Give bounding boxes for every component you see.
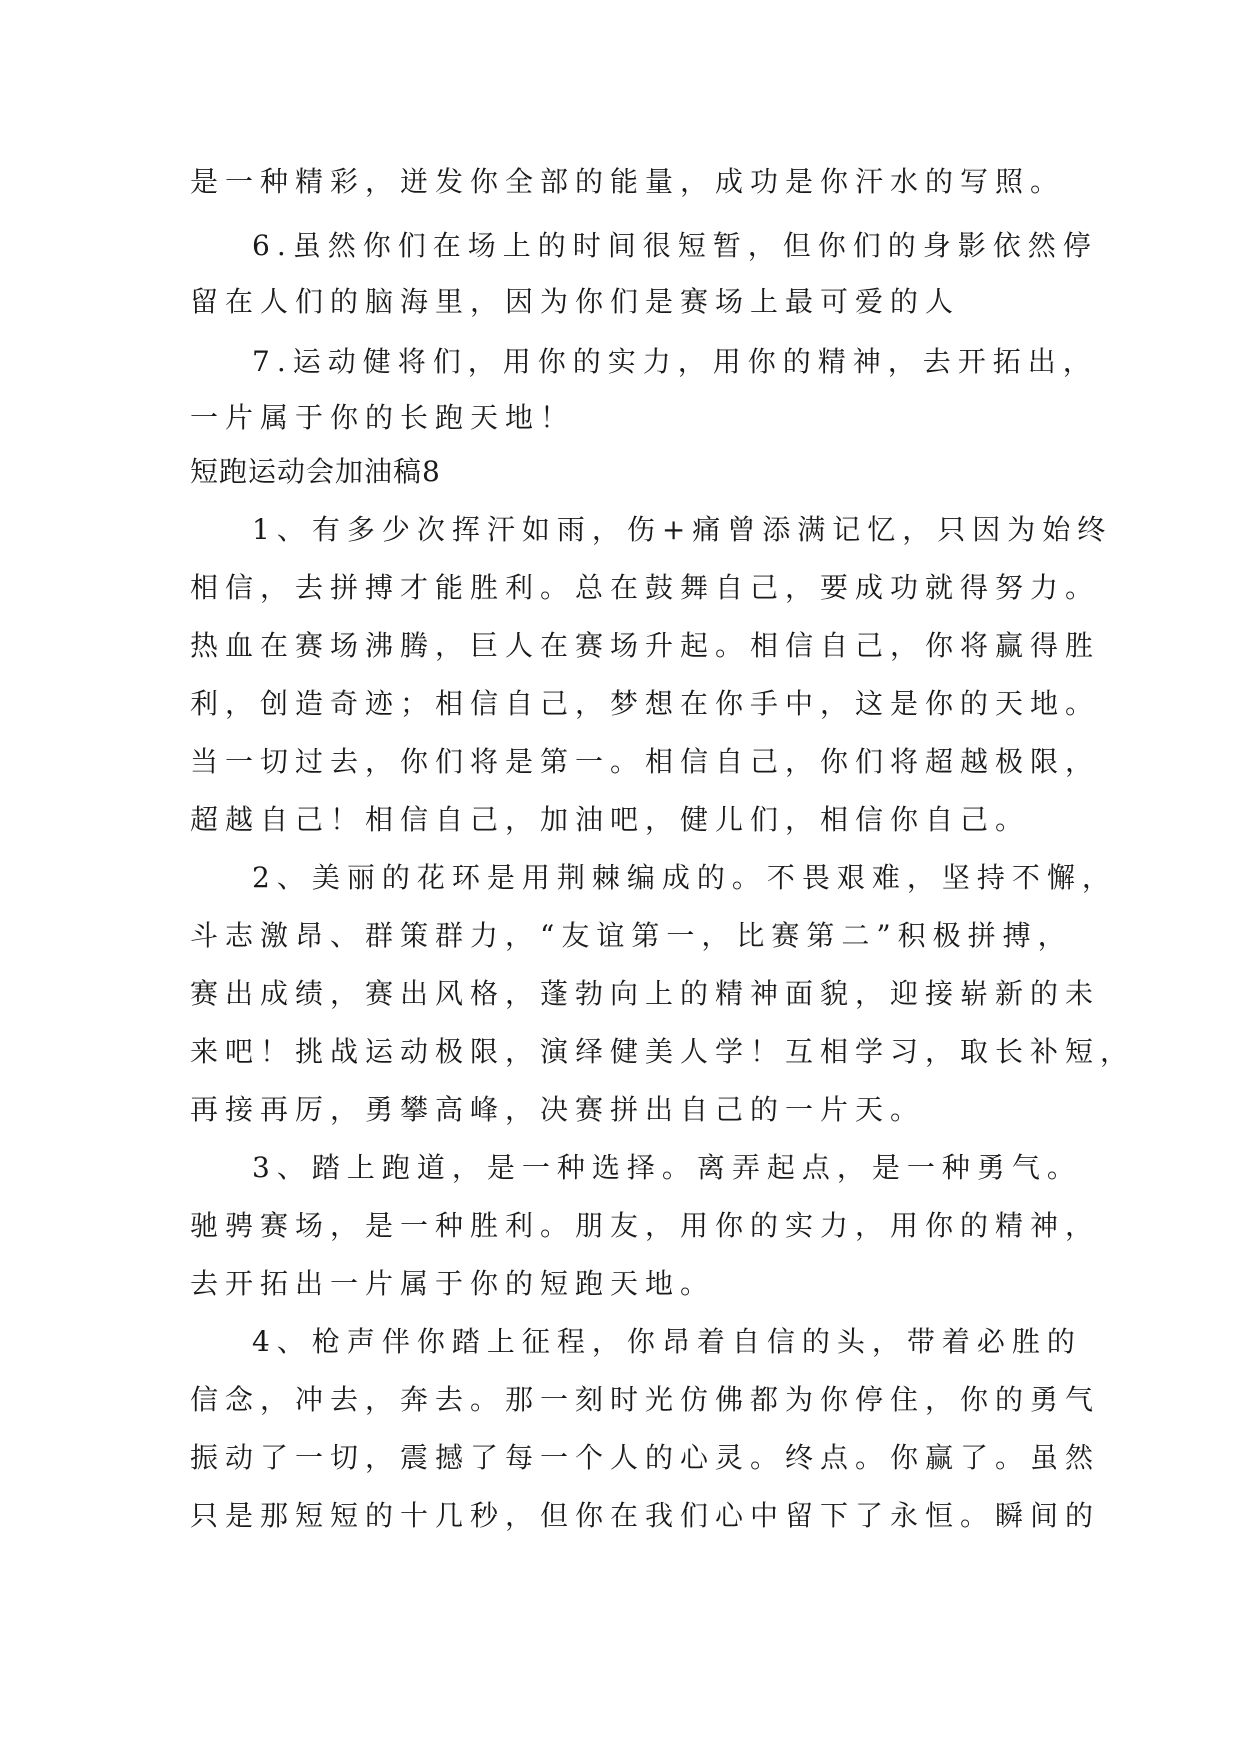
paragraph-line: 赛出成绩，赛出风格，蓬勃向上的精神面貌，迎接崭新的未 bbox=[190, 977, 1101, 1010]
paragraph-line: 利，创造奇迹；相信自己，梦想在你手中，这是你的天地。 bbox=[190, 687, 1101, 720]
paragraph-line: 斗志激昂、群策群力，“友谊第一，比赛第二”积极拼搏， bbox=[190, 919, 1073, 952]
paragraph-line: 当一切过去，你们将是第一。相信自己，你们将超越极限， bbox=[190, 745, 1101, 778]
paragraph-line: 留在人们的脑海里，因为你们是赛场上最可爱的人 bbox=[190, 285, 961, 318]
paragraph-line: 振动了一切，震撼了每一个人的心灵。终点。你赢了。虽然 bbox=[190, 1441, 1101, 1474]
paragraph-line: 相信，去拼搏才能胜利。总在鼓舞自己，要成功就得努力。 bbox=[190, 571, 1101, 604]
paragraph-line: 信念，冲去，奔去。那一刻时光仿佛都为你停住，你的勇气 bbox=[190, 1383, 1101, 1416]
paragraph-line: 一片属于你的长跑天地！ bbox=[190, 401, 576, 434]
paragraph-line: 3、踏上跑道，是一种选择。离弄起点，是一种勇气。 bbox=[252, 1151, 1082, 1184]
paragraph-line: 4、枪声伴你踏上征程，你昂着自信的头，带着必胜的 bbox=[252, 1325, 1082, 1358]
paragraph-line: 去开拓出一片属于你的短跑天地。 bbox=[190, 1267, 716, 1300]
paragraph-line: 再接再厉，勇攀高峰，决赛拼出自己的一片天。 bbox=[190, 1093, 926, 1126]
paragraph-line: 7.运动健将们，用你的实力，用你的精神，去开拓出， bbox=[252, 345, 1098, 378]
paragraph-line: 6.虽然你们在场上的时间很短暂，但你们的身影依然停 bbox=[252, 229, 1098, 262]
section-heading: 短跑运动会加油稿8 bbox=[190, 455, 441, 488]
paragraph-line: 来吧！挑战运动极限，演绎健美人学！互相学习，取长补短， bbox=[190, 1035, 1136, 1068]
paragraph-line: 1、有多少次挥汗如雨，伤+痛曾添满记忆，只因为始终 bbox=[252, 513, 1113, 546]
paragraph-line: 只是那短短的十几秒，但你在我们心中留下了永恒。瞬间的 bbox=[190, 1499, 1101, 1532]
paragraph-line: 超越自己！相信自己，加油吧，健儿们，相信你自己。 bbox=[190, 803, 1031, 836]
paragraph-line: 2、美丽的花环是用荆棘编成的。不畏艰难，坚持不懈， bbox=[252, 861, 1117, 894]
paragraph-line: 是一种精彩，迸发你全部的能量，成功是你汗水的写照。 bbox=[190, 165, 1066, 198]
paragraph-line: 驰骋赛场，是一种胜利。朋友，用你的实力，用你的精神， bbox=[190, 1209, 1101, 1242]
paragraph-line: 热血在赛场沸腾，巨人在赛场升起。相信自己，你将赢得胜 bbox=[190, 629, 1101, 662]
